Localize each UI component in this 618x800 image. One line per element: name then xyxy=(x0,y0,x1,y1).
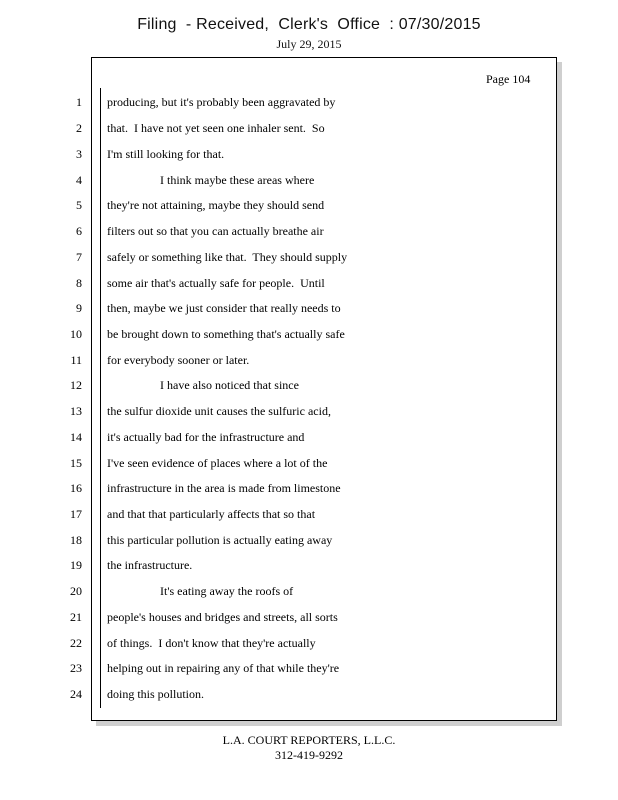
line-number: 1 xyxy=(76,95,82,109)
transcript-line: infrastructure in the area is made from limestone xyxy=(107,481,341,495)
transcript-date: July 29, 2015 xyxy=(276,37,342,51)
line-number: 15 xyxy=(70,456,82,470)
transcript-line: that. I have not yet seen one inhaler sent. So xyxy=(107,121,325,135)
line-number: 12 xyxy=(70,378,82,392)
line-number-rule xyxy=(100,88,101,708)
line-number: 6 xyxy=(76,224,82,238)
line-number: 10 xyxy=(70,327,82,341)
line-number: 22 xyxy=(70,636,82,650)
transcript-line: some air that's actually safe for people. Until xyxy=(107,276,325,290)
transcript-line: producing, but it's probably been aggravated by xyxy=(107,95,336,109)
page-number: Page 104 xyxy=(486,72,531,86)
line-number: 13 xyxy=(70,404,82,418)
line-number: 14 xyxy=(70,430,82,444)
transcript-line: of things. I don't know that they're actually xyxy=(107,636,316,650)
transcript-line: for everybody sooner or later. xyxy=(107,353,250,367)
line-number: 9 xyxy=(76,301,82,315)
transcript-line: the sulfur dioxide unit causes the sulfuric acid, xyxy=(107,404,331,418)
line-number: 19 xyxy=(70,558,82,572)
line-number: 17 xyxy=(70,507,82,521)
line-number: 23 xyxy=(70,661,82,675)
transcript-line: they're not attaining, maybe they should send xyxy=(107,198,325,212)
transcript-line: then, maybe we just consider that really needs to xyxy=(107,301,341,315)
footer-phone: 312-419-9292 xyxy=(275,748,343,762)
filing-stamp: Filing - Received, Clerk's Office : 07/30/2015 xyxy=(137,16,481,33)
transcript-line: helping out in repairing any of that while they're xyxy=(107,661,340,675)
transcript-line: this particular pollution is actually eating away xyxy=(107,533,333,547)
transcript-line: I've seen evidence of places where a lot of the xyxy=(107,456,328,470)
transcript-line: It's eating away the roofs of xyxy=(160,584,294,598)
line-number: 2 xyxy=(76,121,82,135)
line-number: 7 xyxy=(76,250,82,264)
transcript-line: I'm still looking for that. xyxy=(107,147,225,161)
transcript-line: be brought down to something that's actually safe xyxy=(107,327,345,341)
transcript-line: I have also noticed that since xyxy=(160,378,299,392)
line-number: 3 xyxy=(76,147,82,161)
transcript-line: the infrastructure. xyxy=(107,558,193,572)
transcript-line: and that that particularly affects that so that xyxy=(107,507,316,521)
line-number: 18 xyxy=(70,533,82,547)
transcript-line: it's actually bad for the infrastructure and xyxy=(107,430,305,444)
transcript-line: I think maybe these areas where xyxy=(160,173,315,187)
line-number: 21 xyxy=(70,610,82,624)
transcript-line: doing this pollution. xyxy=(107,687,205,701)
footer-company: L.A. COURT REPORTERS, L.L.C. xyxy=(222,733,396,747)
line-number: 4 xyxy=(76,173,82,187)
line-number: 24 xyxy=(70,687,82,701)
line-number: 8 xyxy=(76,276,82,290)
line-number: 11 xyxy=(70,353,82,367)
transcript-line: safely or something like that. They should supply xyxy=(107,250,348,264)
line-number: 20 xyxy=(70,584,82,598)
transcript-line: filters out so that you can actually breathe air xyxy=(107,224,324,238)
transcript-line: people's houses and bridges and streets, all sorts xyxy=(107,610,338,624)
line-number: 5 xyxy=(76,198,82,212)
line-number: 16 xyxy=(70,481,82,495)
